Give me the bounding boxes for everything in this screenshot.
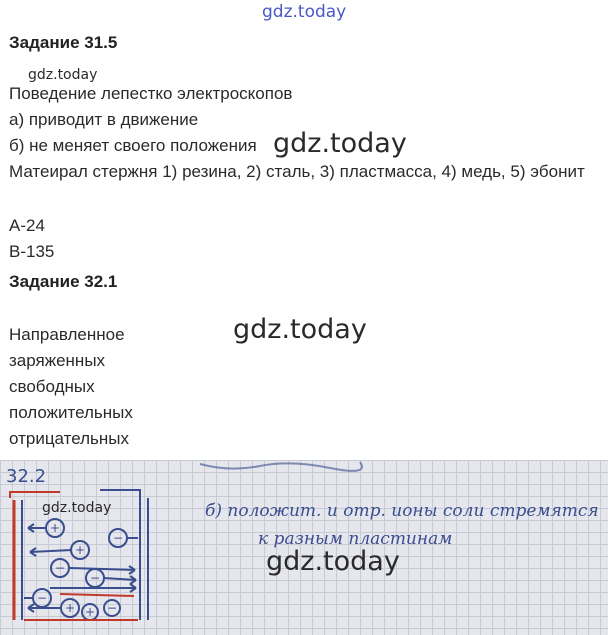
task-line-3: б) не меняет своего положения	[9, 136, 257, 155]
svg-text:−: −	[89, 571, 101, 585]
word-1: Направленное	[9, 325, 125, 344]
word-3: свободных	[9, 377, 95, 396]
svg-text:+: +	[64, 601, 76, 615]
svg-text:−: −	[106, 601, 118, 615]
task-line-2: а) приводит в движение	[9, 110, 199, 129]
task-line-4: Матеирал стержня 1) резина, 2) сталь, 3) пластмасса, 4) медь, 5) эбонит	[9, 162, 585, 181]
task-32-1-title: Задание 32.1	[9, 272, 118, 291]
handwriting-line-1: б) положит. и отр. ионы соли стремятся	[205, 501, 599, 521]
watermark-small: gdz.today	[28, 67, 98, 83]
task-31-5-title: Задание 31.5	[9, 33, 118, 52]
svg-text:+: +	[74, 543, 86, 557]
task-line-1: Поведение лепестко электроскопов	[9, 84, 293, 103]
photo-label: 32.2	[6, 466, 47, 487]
watermark-photo-small: gdz.today	[42, 500, 112, 516]
watermark-photo-big: gdz.today	[266, 546, 400, 577]
watermark-top: gdz.today	[262, 2, 347, 22]
answer-a: А-24	[9, 216, 45, 235]
svg-text:−: −	[54, 561, 66, 575]
svg-text:−: −	[112, 531, 124, 545]
notebook-photo	[0, 460, 608, 635]
word-4: положительных	[9, 403, 133, 422]
word-2: заряженных	[9, 351, 106, 370]
svg-text:−: −	[36, 591, 48, 605]
answer-b: В-135	[9, 242, 55, 261]
watermark-center-2: gdz.today	[233, 314, 367, 345]
svg-text:+: +	[84, 605, 96, 619]
watermark-center-1: gdz.today	[273, 128, 407, 159]
word-5: отрицательных	[9, 429, 130, 448]
svg-text:+: +	[49, 521, 61, 535]
handwriting-line-2: к разным пластинам	[258, 529, 453, 549]
